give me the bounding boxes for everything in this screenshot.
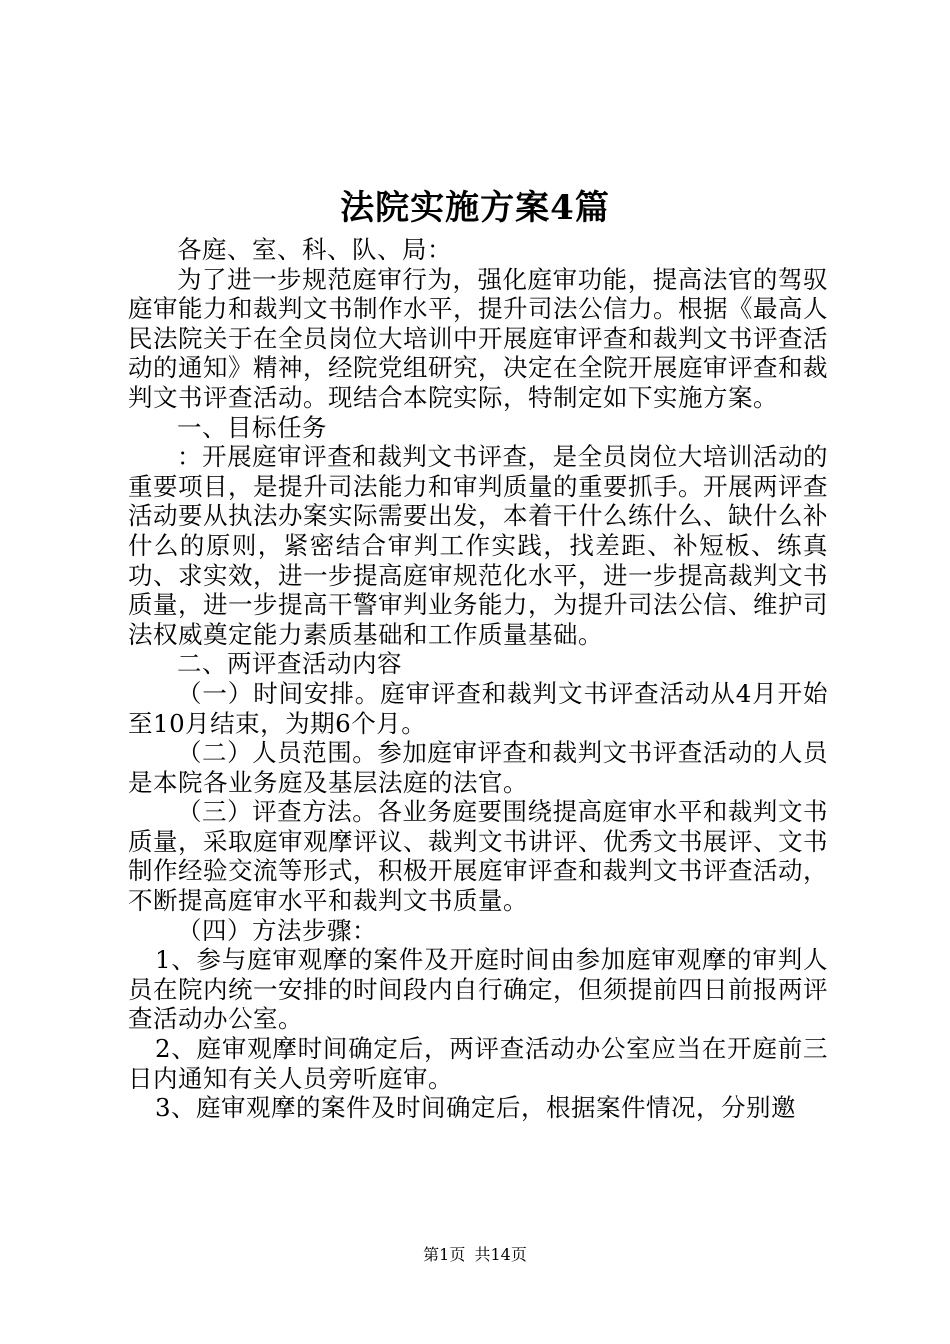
paragraph-step-1: 1、参与庭审观摩的案件及开庭时间由参加庭审观摩的审判人员在院内统一安排的时间段内自行确定，但须提前四日前报两评查活动办公室。 [128, 945, 828, 1034]
paragraph-steps-heading: （四）方法步骤： [177, 915, 377, 945]
paragraph-scope: （二）人员范围。参加庭审评查和裁判文书评查活动的人员是本院各业务庭及基层法庭的法官。 [128, 738, 828, 797]
paragraph-goals: ：开展庭审评查和裁判文书评查，是全员岗位大培训活动的重要项目，是提升司法能力和审判质量的重要抓手。开展两评查活动要从执法办案实际需要出发，本着干什么练什么、缺什么补什么的原则，紧密结合审判工作实践，找差距、补短板、练真功、求实效，进一步提高庭审规范化水平，进一步提高裁判文书质量，进一步提高干警审判业务能力，为提升司法公信、维护司法权威奠定能力素质基础和工作质量基础。 [128, 442, 828, 649]
paragraph-step-2: 2、庭审观摩时间确定后，两评查活动办公室应当在开庭前三日内通知有关人员旁听庭审。 [128, 1034, 828, 1093]
page-number: 第1页 [423, 1245, 466, 1264]
paragraph-intro: 为了进一步规范庭审行为，强化庭审功能，提高法官的驾驭庭审能力和裁判文书制作水平，提升司法公信力。根据《最高人民法院关于在全员岗位大培训中开展庭审评查和裁判文书评查活动的通知》精神，经院党组研究，决定在全院开展庭审评查和裁判文书评查活动。现结合本院实际，特制定如下实施方案。 [128, 264, 828, 412]
paragraph-step-3: 3、庭审观摩的案件及时间确定后，根据案件情况，分别邀 [154, 1093, 797, 1123]
page-footer [0, 1244, 950, 1266]
section-heading-1: 一、目标任务 [177, 412, 327, 442]
paragraph-schedule: （一）时间安排。庭审评查和裁判文书评查活动从4月开始至10月结束，为期6个月。 [128, 678, 828, 738]
section-heading-2: 二、两评查活动内容 [177, 649, 402, 679]
page-total: 共14页 [474, 1245, 527, 1264]
paragraph-method: （三）评查方法。各业务庭要围绕提高庭审水平和裁判文书质量，采取庭审观摩评议、裁判文书讲评、优秀文书展评、文书制作经验交流等形式，积极开展庭审评查和裁判文书评查活动，不断提高庭审水平和裁判文书质量。 [128, 797, 828, 916]
salutation: 各庭、室、科、队、局： [177, 235, 452, 264]
document-title: 法院实施方案4篇 [340, 188, 610, 228]
document-body [128, 235, 828, 1123]
